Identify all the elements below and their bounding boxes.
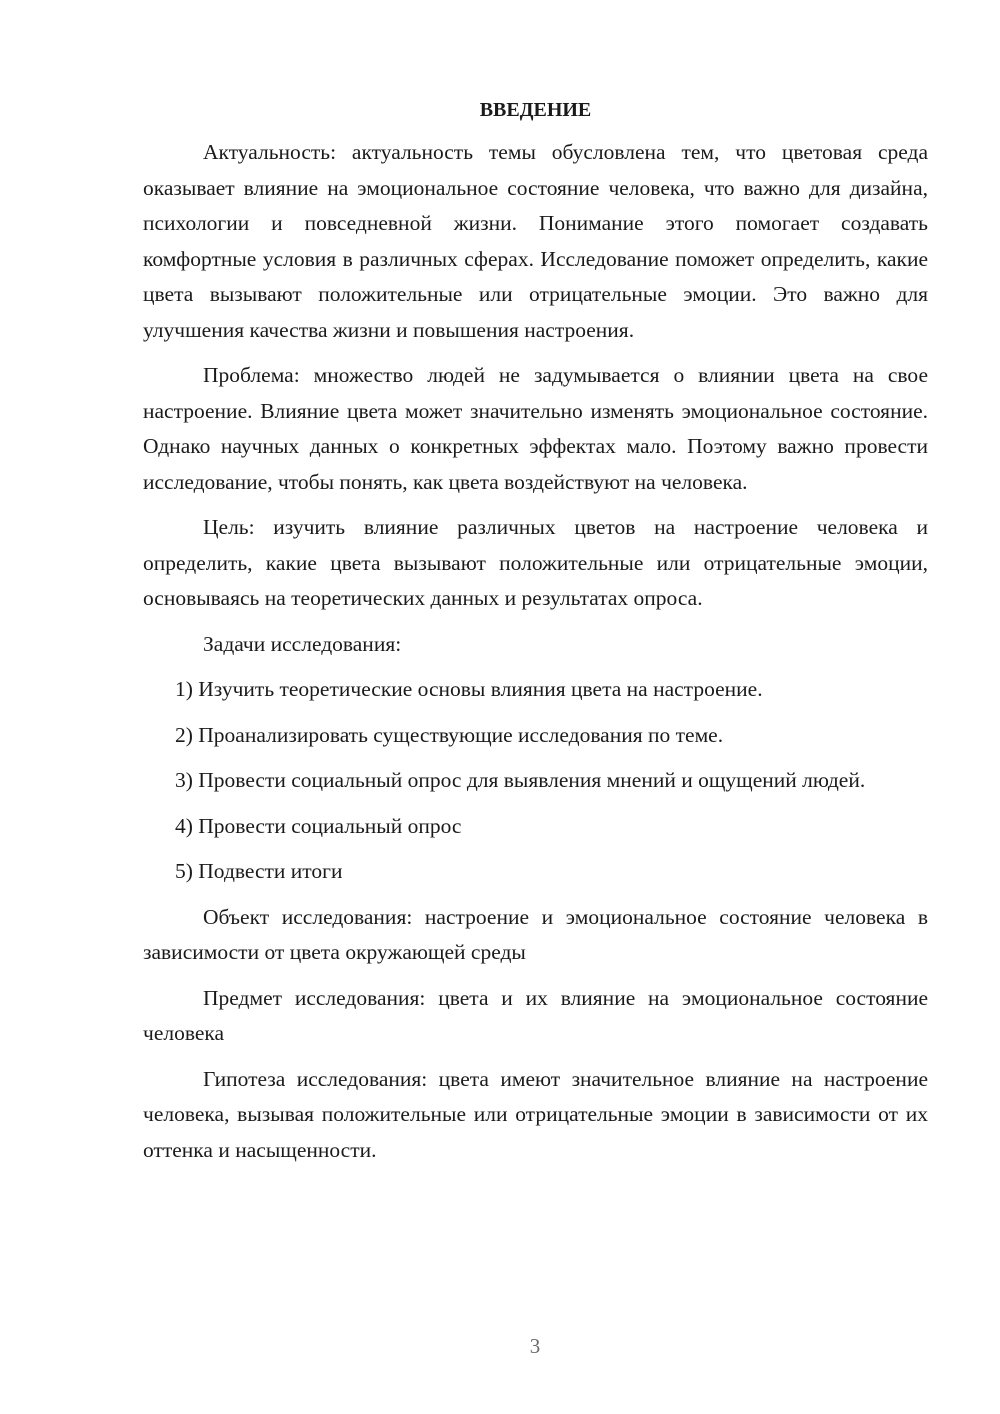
task-item: 5) Подвести итоги (175, 859, 343, 883)
page-number: 3 (529, 1334, 541, 1358)
task-item: 2) Проанализировать существующие исследования по теме. (175, 722, 724, 747)
section-heading: ВВЕДЕНИЕ (479, 99, 592, 121)
task-item: 3) Провести социальный опрос для выявления мнений и ощущений людей. (175, 768, 866, 792)
paragraph-tasks-heading: Задачи исследования: (203, 631, 402, 656)
task-item: 1) Изучить теоретические основы влияния цвета на настроение. (175, 677, 763, 701)
task-item: 4) Провести социальный опрос (175, 813, 462, 838)
paragraph-goal: Цель: изучить влияние различных цветов на настроение человека и определить, какие цвета вызывают положительные или отрицательные эмоции, основываясь на теоретических данных и результатах опроса. (143, 515, 928, 610)
paragraph-relevance: Актуальность: актуальность темы обусловлена тем, что цветовая среда оказывает влияние на эмоциональное состояние человека, что важно для дизайна, психологии и повседневной жизни. Понимание этого помогает создавать комфортные условия в различных сферах. Исследование поможет определить, какие цвета вызывают положительные или отрицательные эмоции. Это важно для улучшения качества жизни и повышения настроения. (143, 140, 928, 342)
paragraph-hypothesis: Гипотеза исследования: цвета имеют значительное влияние на настроение человека, вызывая положительные или отрицательные эмоции в зависимости от их оттенка и насыщенности. (143, 1066, 928, 1162)
page-content (143, 95, 928, 1178)
paragraph-problem: Проблема: множество людей не задумывается о влиянии цвета на свое настроение. Влияние цвета может значительно изменять эмоциональное состояние. Однако научных данных о конкретных эффектах мало. Поэтому важно провести исследование, чтобы понять, как цвета воздействуют на человека. (143, 363, 928, 494)
paragraph-object: Объект исследования: настроение и эмоциональное состояние человека в зависимости от цвета окружающей среды (143, 904, 928, 964)
paragraph-subject: Предмет исследования: цвета и их влияние на эмоциональное состояние человека (143, 985, 928, 1045)
